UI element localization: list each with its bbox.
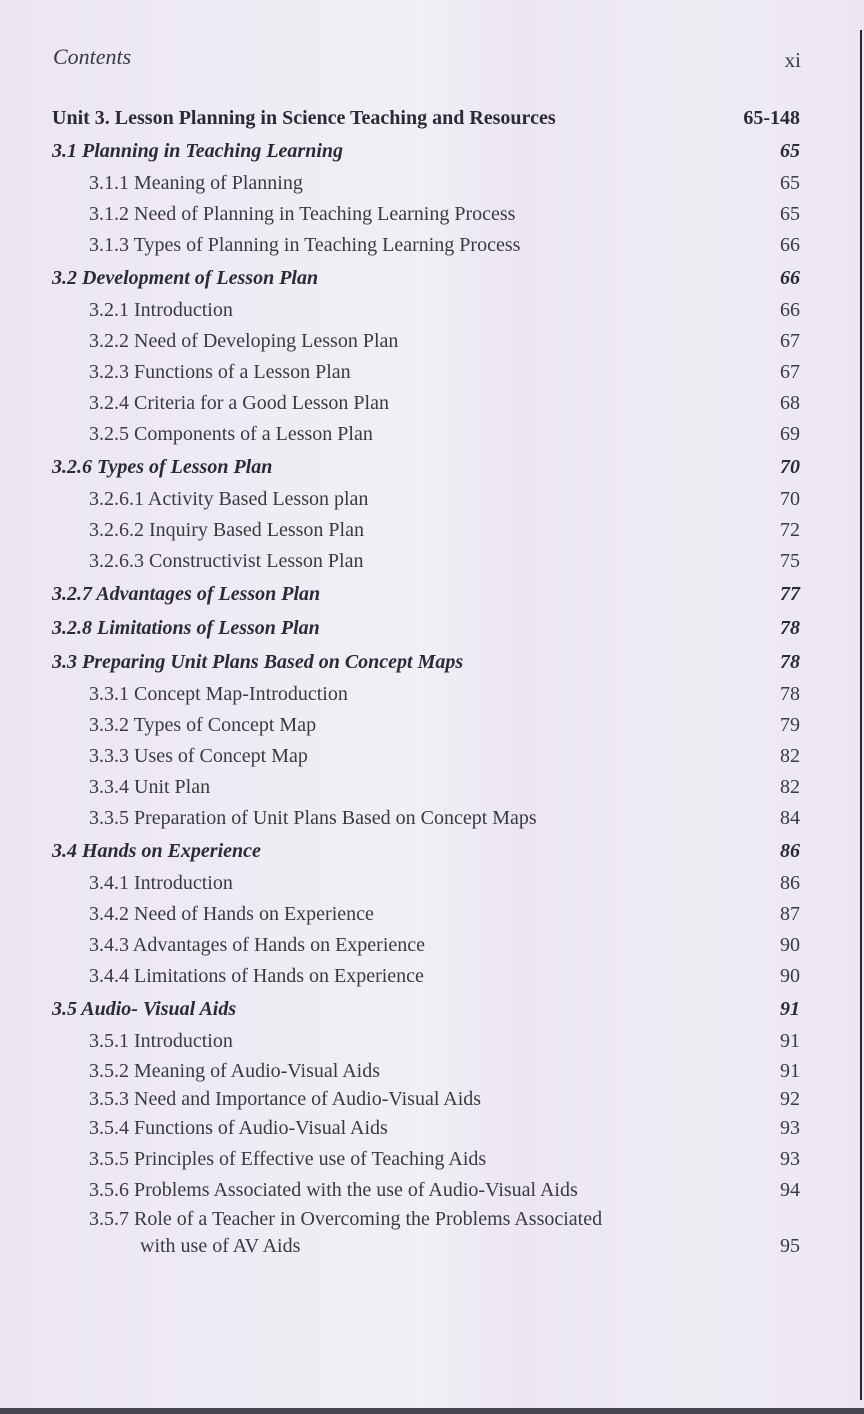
- toc-entry-page: 92: [780, 1088, 800, 1110]
- toc-entry-title: 3.3.3 Uses of Concept Map: [89, 745, 308, 767]
- toc-entry-page: 75: [780, 550, 800, 572]
- toc-subsection-entry: [52, 295, 800, 326]
- toc-entry-page: 66: [780, 234, 800, 256]
- toc-entry-page: 82: [780, 745, 800, 767]
- toc-entry-title: 3.5.2 Meaning of Audio-Visual Aids: [89, 1060, 381, 1082]
- toc-entry-title: 3.4.3 Advantages of Hands on Experience: [89, 934, 426, 956]
- toc-section-entry: [52, 834, 800, 868]
- toc-subsection-entry: [52, 199, 800, 230]
- toc-entry-title: 3.5.5 Principles of Effective use of Teaching Aids: [89, 1148, 487, 1170]
- toc-entry-page: 86: [780, 840, 800, 862]
- toc-entry-title: 3.3.1 Concept Map-Introduction: [89, 683, 348, 705]
- toc-entry-page: 67: [780, 330, 800, 352]
- toc-section-entry: [52, 992, 800, 1026]
- toc-entry-title: 3.3.5 Preparation of Unit Plans Based on Concept Maps: [89, 807, 537, 829]
- toc-subsection-entry: [52, 546, 800, 577]
- toc-entry-title: 3.2.4 Criteria for a Good Lesson Plan: [89, 392, 389, 414]
- toc-subsection-entry: [52, 1085, 800, 1113]
- toc-entry-title: 3.2.6 Types of Lesson Plan: [52, 456, 273, 478]
- toc-entry-title: 3.2.1 Introduction: [89, 299, 233, 321]
- toc-entry-page: 93: [780, 1117, 800, 1139]
- toc-subsection-entry: [52, 515, 800, 546]
- toc-entry-page: 65-148: [743, 107, 800, 129]
- toc-entry-page: 78: [780, 683, 800, 705]
- toc-section-entry: [52, 577, 800, 611]
- toc-entry-page: 78: [780, 651, 800, 673]
- toc-subsection-entry: [52, 899, 800, 930]
- toc-entry-title: 3.2.2 Need of Developing Lesson Plan: [89, 330, 399, 352]
- toc-entry-page: 93: [780, 1148, 800, 1170]
- toc-entry-page: 68: [780, 392, 800, 414]
- toc-subsection-entry: [52, 868, 800, 899]
- toc-subsection-entry: [52, 961, 800, 992]
- toc-subsection-entry: [52, 803, 800, 834]
- toc-entry-title: Unit 3. Lesson Planning in Science Teaching and Resources: [52, 107, 556, 129]
- toc-entry-title: 3.5 Audio- Visual Aids: [52, 998, 237, 1020]
- toc-entry-page: 65: [780, 140, 800, 162]
- toc-subsection-entry: [52, 168, 800, 199]
- toc-entry-page: 69: [780, 423, 800, 445]
- toc-subsection-entry: [52, 1175, 800, 1206]
- toc-entry-page: 90: [780, 965, 800, 987]
- toc-entry-title: 3.5.4 Functions of Audio-Visual Aids: [89, 1117, 388, 1139]
- running-title: Contents: [53, 44, 132, 69]
- toc-subsection-entry: [52, 326, 800, 357]
- toc-entry-title-continued: with use of AV Aids: [140, 1235, 301, 1257]
- toc-entry-title: 3.5.6 Problems Associated with the use of Audio-Visual Aids: [89, 1179, 578, 1201]
- toc-entry-title: 3.2 Development of Lesson Plan: [52, 267, 319, 289]
- toc-subsection-entry: [52, 1026, 800, 1057]
- page-header: [53, 44, 801, 76]
- table-of-contents: [52, 103, 800, 1264]
- toc-entry-title: 3.3.4 Unit Plan: [89, 776, 211, 798]
- toc-entry-title: 3.5.1 Introduction: [89, 1030, 233, 1052]
- toc-entry-page: 78: [780, 617, 800, 639]
- toc-section-entry: [52, 645, 800, 679]
- toc-subsection-entry: [52, 710, 800, 741]
- toc-entry-page: 91: [780, 998, 800, 1020]
- toc-entry-title: 3.3.2 Types of Concept Map: [89, 714, 317, 736]
- page-edge: [860, 30, 862, 1400]
- toc-entry-title: 3.2.6.1 Activity Based Lesson plan: [89, 488, 369, 510]
- toc-subsection-entry: [52, 230, 800, 261]
- toc-subsection-entry: [52, 1144, 800, 1175]
- toc-section-entry: [52, 261, 800, 295]
- toc-entry-page: 95: [780, 1235, 800, 1257]
- toc-section-entry: [52, 450, 800, 484]
- toc-entry-page: 72: [780, 519, 800, 541]
- toc-entry-page: 86: [780, 872, 800, 894]
- toc-entry-title: 3.4.1 Introduction: [89, 872, 233, 894]
- toc-entry-page: 84: [780, 807, 800, 829]
- toc-subsection-entry: [52, 679, 800, 710]
- toc-entry-page: 70: [780, 456, 800, 478]
- toc-entry-title: 3.3 Preparing Unit Plans Based on Concept Maps: [52, 651, 464, 673]
- toc-subsection-entry: [52, 1113, 800, 1144]
- toc-section-entry: [52, 134, 800, 168]
- toc-entry-page: 82: [780, 776, 800, 798]
- toc-entry-title: 3.4.2 Need of Hands on Experience: [89, 903, 374, 925]
- toc-entry-page: 87: [780, 903, 800, 925]
- toc-entry-title: 3.2.6.2 Inquiry Based Lesson Plan: [89, 519, 364, 541]
- toc-entry-title: 3.2.7 Advantages of Lesson Plan: [52, 583, 321, 605]
- toc-subsection-entry: [52, 1206, 800, 1264]
- toc-entry-title: 3.2.3 Functions of a Lesson Plan: [89, 361, 351, 383]
- toc-entry-page: 70: [780, 488, 800, 510]
- toc-subsection-entry: [52, 1057, 800, 1085]
- toc-entry-title: 3.4 Hands on Experience: [52, 840, 261, 862]
- toc-entry-page: 67: [780, 361, 800, 383]
- toc-entry-title: 3.1 Planning in Teaching Learning: [52, 140, 343, 162]
- toc-section-entry: [52, 611, 800, 645]
- toc-entry-page: 65: [780, 203, 800, 225]
- toc-entry-title: 3.5.7 Role of a Teacher in Overcoming the Problems Associated: [89, 1208, 603, 1230]
- toc-entry-page: 66: [780, 267, 800, 289]
- toc-subsection-entry: [52, 484, 800, 515]
- toc-entry-title: 3.1.3 Types of Planning in Teaching Learning Process: [89, 234, 521, 256]
- toc-subsection-entry: [52, 741, 800, 772]
- toc-subsection-entry: [52, 772, 800, 803]
- toc-entry-page: 91: [780, 1030, 800, 1052]
- toc-entry-page: 66: [780, 299, 800, 321]
- toc-entry-title: 3.1.2 Need of Planning in Teaching Learning Process: [89, 203, 516, 225]
- toc-entry-page: 91: [780, 1060, 800, 1082]
- toc-entry-title: 3.2.8 Limitations of Lesson Plan: [52, 617, 320, 639]
- page-number: xi: [784, 48, 801, 72]
- toc-entry-title: 3.5.3 Need and Importance of Audio-Visual Aids: [89, 1088, 482, 1110]
- toc-entry-title: 3.1.1 Meaning of Planning: [89, 172, 303, 194]
- toc-entry-page: 94: [780, 1179, 800, 1201]
- toc-entry-title: 3.2.5 Components of a Lesson Plan: [89, 423, 373, 445]
- page-bottom-edge: [0, 1408, 864, 1414]
- toc-entry-title: 3.2.6.3 Constructivist Lesson Plan: [89, 550, 364, 572]
- toc-entry-page: 65: [780, 172, 800, 194]
- toc-entry-page: 90: [780, 934, 800, 956]
- toc-entry-title: 3.4.4 Limitations of Hands on Experience: [89, 965, 424, 987]
- toc-subsection-entry: [52, 930, 800, 961]
- toc-subsection-entry: [52, 419, 800, 450]
- toc-unit-entry: [52, 103, 800, 134]
- toc-entry-page: 77: [780, 583, 800, 605]
- toc-subsection-entry: [52, 388, 800, 419]
- toc-entry-page: 79: [780, 714, 800, 736]
- toc-subsection-entry: [52, 357, 800, 388]
